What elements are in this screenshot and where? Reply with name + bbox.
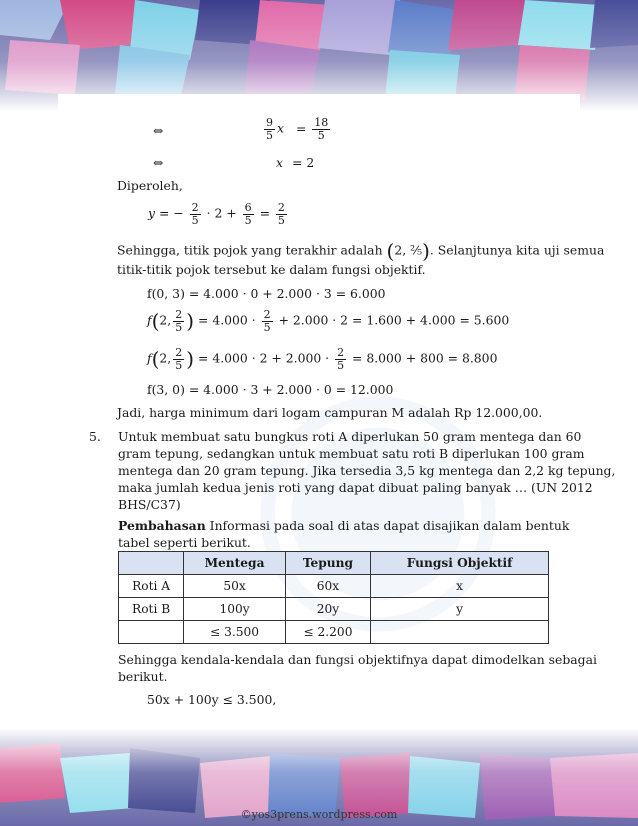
pembahasan-line1 <box>118 519 569 533</box>
objective-eval-1: f(0, 3) = 4.000 · 0 + 2.000 · 3 = 6.000 <box>147 286 386 301</box>
fraction-denominator: 5 <box>244 213 252 227</box>
table-cell: Roti A <box>119 575 184 598</box>
variable-x: x <box>276 155 283 170</box>
equivalence-symbol: ⇔ <box>153 123 164 138</box>
pembahasan-text: Informasi pada soal di atas dapat disajikan dalam bentuk <box>205 518 570 533</box>
table-header-cell <box>119 552 184 575</box>
table-row <box>119 621 549 644</box>
fraction-numerator: 9 <box>266 116 273 129</box>
table-cell: 20y <box>285 598 370 621</box>
question-line3: mentega dan 20 gram tepung. Jika tersedia 3,5 kg mentega dan 2,2 kg tepung, <box>118 463 616 478</box>
pembahasan-line2: tabel seperti berikut. <box>118 535 251 550</box>
function-f: f <box>147 350 152 366</box>
table-cell: ≤ 2.200 <box>285 621 370 644</box>
table-cell: Roti B <box>119 598 184 621</box>
diperoleh-text: Diperoleh, <box>117 178 183 193</box>
objective-eval-2: f(2, $\frac{2}{5}$ ) = 4.000 · $\frac{2}{5}$ + 2.000 · 2 = 1.600 + 4.000 = 5.600 <box>147 308 510 334</box>
equation-x-rhs: = 2 <box>292 155 315 170</box>
table-header-cell: Mentega <box>184 552 286 575</box>
question-line2: gram tepung, sedangkan untuk membuat satu roti B diperlukan 100 gram <box>118 446 585 461</box>
conclusion-text: Jadi, harga minimum dari logam campuran M adalah Rp 12.000,00. <box>117 405 543 420</box>
table-header-row <box>119 552 549 575</box>
objective-eval-4: f(3, 0) = 4.000 · 3 + 2.000 · 0 = 12.000 <box>147 382 394 397</box>
fraction-numerator: 2 <box>277 201 285 214</box>
question-line1: Untuk membuat satu bungkus roti A diperlukan 50 gram mentega dan 60 <box>118 429 582 444</box>
y-lhs: y = − <box>148 205 184 221</box>
fraction-denominator: 5 <box>277 213 285 227</box>
fraction-numerator: 2 <box>175 308 183 321</box>
fraction-numerator: 6 <box>244 201 252 214</box>
table-cell: x <box>371 575 549 598</box>
equals-sign: = <box>259 205 270 221</box>
fraction-denominator: 5 <box>191 213 199 227</box>
equation-x-lhs <box>276 156 283 170</box>
corner-point: 2, ²⁄₅ <box>394 242 423 258</box>
question-line5: BHS/C37) <box>118 497 181 512</box>
eval-part: + 2.000 · 2 = 1.600 + 4.000 = 5.600 <box>278 312 510 328</box>
table-row <box>119 575 549 598</box>
question-line4: maka jumlah kedua jenis roti yang dapat dibuat paling banyak … (UN 2012 <box>118 480 593 495</box>
fraction-denominator: 5 <box>175 320 183 334</box>
table-row <box>119 598 549 621</box>
sehingga-text: Sehingga, titik pojok yang terakhir adalah <box>117 242 383 258</box>
sehingga-continuation: . Selanjtunya kita uji semua <box>429 242 605 258</box>
question-number: 5. <box>89 429 101 444</box>
sehingga-paragraph-line2: titik-titik pojok tersebut ke dalam fungsi objektif. <box>117 262 426 277</box>
fraction-denominator: 5 <box>337 358 345 372</box>
eval-part: = 8.000 + 800 = 8.800 <box>352 350 498 366</box>
eval-part: = 4.000 · <box>198 312 256 328</box>
table-cell: 60x <box>285 575 370 598</box>
y-mid: · 2 + <box>206 205 237 221</box>
table-cell <box>119 621 184 644</box>
point-x: 2, <box>159 312 172 328</box>
constraint-1: 50x + 100y ≤ 3.500, <box>147 692 277 707</box>
equivalence-symbol: ⇔ <box>153 155 164 170</box>
fraction-denominator: 5 <box>175 358 183 372</box>
fraction-numerator: 2 <box>191 201 199 214</box>
data-table <box>118 551 549 644</box>
fraction-numerator: 2 <box>175 346 183 359</box>
fraction-denominator: 5 <box>266 128 273 142</box>
table-cell: 100y <box>184 598 286 621</box>
table-cell: 50x <box>184 575 286 598</box>
table-cell <box>371 621 549 644</box>
table-header-cell: Tepung <box>285 552 370 575</box>
point-x: 2, <box>159 350 172 366</box>
fraction-numerator: 2 <box>337 346 345 359</box>
function-f: f <box>147 312 152 328</box>
kendala-line1: Sehingga kendala-kendala dan fungsi objektifnya dapat dimodelkan sebagai <box>118 652 597 667</box>
table-cell: ≤ 3.500 <box>184 621 286 644</box>
equation-y <box>148 202 289 226</box>
pembahasan-label: Pembahasan <box>118 518 206 533</box>
objective-eval-3: f(2, $\frac{2}{5}$ ) = 4.000 · 2 + 2.000 · $\frac{2}{5}$ = 8.000 + 800 = 8.800 <box>147 346 498 372</box>
table-cell: y <box>371 598 549 621</box>
equals-sign: = <box>295 120 307 136</box>
fraction-denominator: 5 <box>263 320 271 334</box>
table-header-cell: Fungsi Objektif <box>371 552 549 575</box>
footer-watermark: ©yos3prens.wordpress.com <box>240 808 398 821</box>
sehingga-paragraph-line1: Sehingga, titik pojok yang terakhir adalah (2, ²⁄₅). Selanjtunya kita uji semua <box>117 239 605 263</box>
kendala-line2: berikut. <box>118 669 168 684</box>
fraction-denominator: 5 <box>317 128 325 142</box>
eval-part: = 4.000 · 2 + 2.000 · <box>198 350 330 366</box>
equation-9-5-x <box>262 117 332 141</box>
fraction-numerator: 2 <box>263 308 271 321</box>
fraction-numerator: 18 <box>314 116 329 129</box>
variable-x: x <box>277 120 284 136</box>
